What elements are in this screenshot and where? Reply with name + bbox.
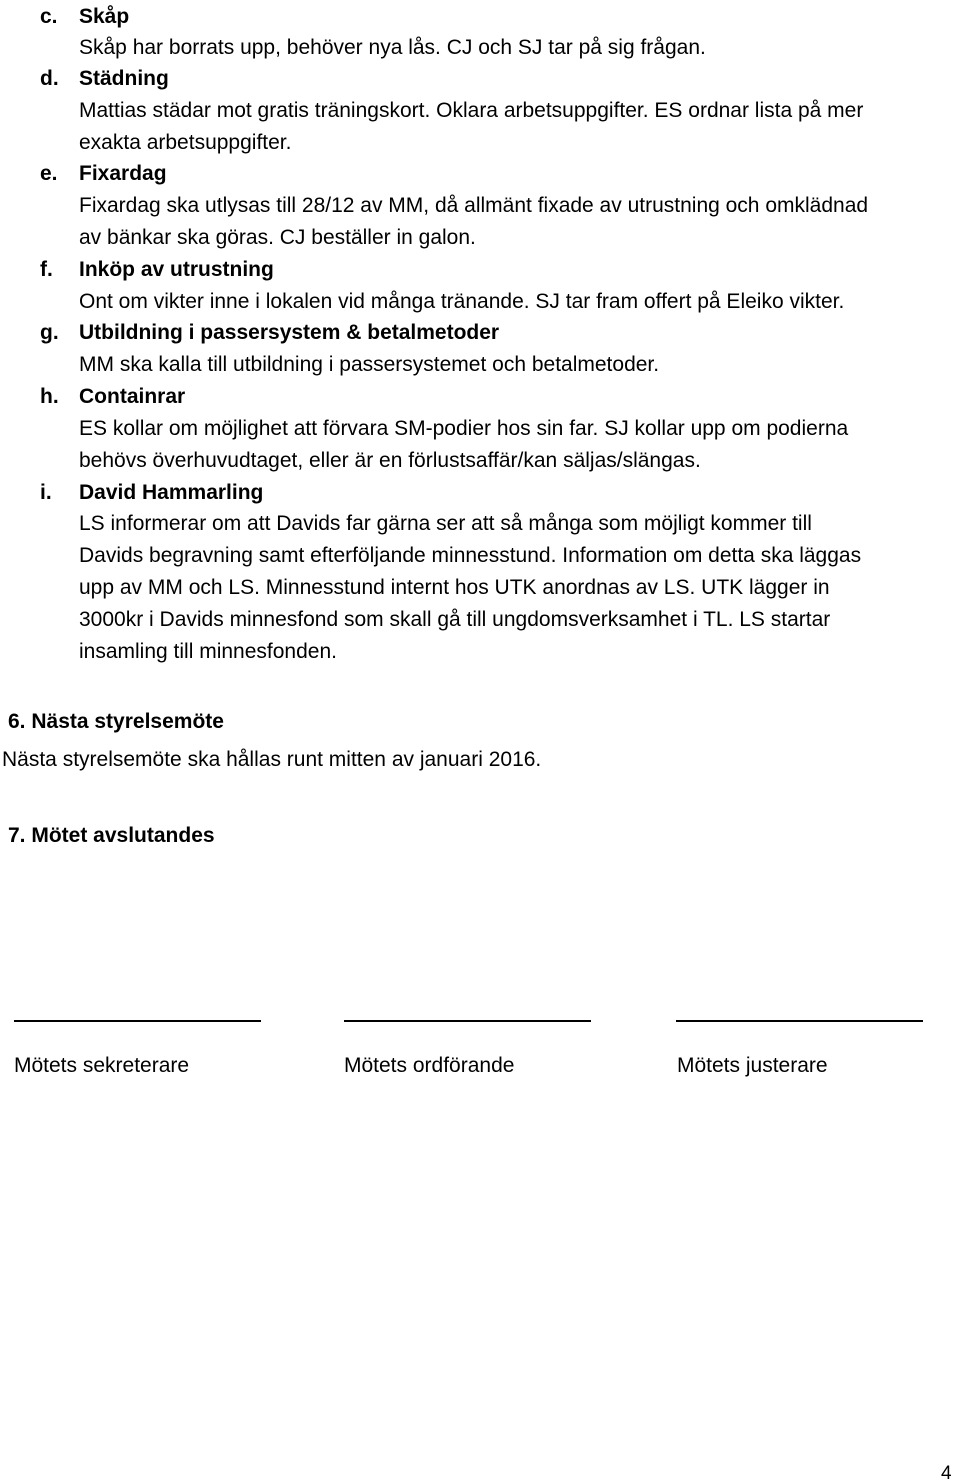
signature-line-secretary (14, 1020, 261, 1022)
item-heading: David Hammarling (79, 481, 264, 504)
item-text-line: upp av MM och LS. Minnesstund internt hos UTK anordnas av LS. UTK lägger in (79, 576, 830, 599)
item-heading: Utbildning i passersystem & betalmetoder (79, 321, 500, 344)
signature-label-chairman: Mötets ordförande (344, 1054, 515, 1077)
item-text-line: LS informerar om att Davids far gärna ser att så många som möjligt kommer till (79, 512, 812, 535)
item-text-line: insamling till minnesfonden. (79, 640, 337, 663)
item-heading: Containrar (79, 385, 186, 408)
item-text-line: 3000kr i Davids minnesfond som skall gå till ungdomsverksamhet i TL. LS startar (79, 608, 831, 631)
item-text-line: Skåp har borrats upp, behöver nya lås. CJ och SJ tar på sig frågan. (79, 36, 706, 59)
item-letter: i. (40, 481, 52, 504)
section-6-heading: 6. Nästa styrelsemöte (8, 710, 224, 733)
signature-label-adjuster: Mötets justerare (677, 1054, 828, 1077)
item-text-line: Davids begravning samt efterföljande minnesstund. Information om detta ska läggas (79, 544, 862, 567)
item-letter: g. (40, 321, 59, 344)
item-letter: e. (40, 162, 58, 185)
item-text-line: Ont om vikter inne i lokalen vid många tränande. SJ tar fram offert på Eleiko vikter. (79, 290, 845, 313)
item-text-line: ES kollar om möjlighet att förvara SM-podier hos sin far. SJ kollar upp om podierna (79, 417, 849, 440)
signature-line-adjuster (676, 1020, 923, 1022)
item-text-line: exakta arbetsuppgifter. (79, 131, 292, 154)
item-letter: d. (40, 67, 59, 90)
item-letter: c. (40, 5, 58, 28)
section-6-text: Nästa styrelsemöte ska hållas runt mitten av januari 2016. (2, 748, 542, 771)
item-text-line: av bänkar ska göras. CJ beställer in galon. (79, 226, 476, 249)
item-heading: Skåp (79, 5, 130, 28)
item-letter: f. (40, 258, 53, 281)
item-letter: h. (40, 385, 59, 408)
item-text-line: MM ska kalla till utbildning i passersystemet och betalmetoder. (79, 353, 660, 376)
item-text-line: Mattias städar mot gratis träningskort. Oklara arbetsuppgifter. ES ordnar lista på mer (79, 99, 864, 122)
section-7-heading: 7. Mötet avslutandes (8, 824, 215, 847)
item-heading: Städning (79, 67, 169, 90)
item-text-line: behövs överhuvudtaget, eller är en förlustsaffär/kan säljas/slängas. (79, 449, 701, 472)
item-heading: Inköp av utrustning (79, 258, 274, 281)
item-text-line: Fixardag ska utlysas till 28/12 av MM, då allmänt fixade av utrustning och omklädnad (79, 194, 869, 217)
item-heading: Fixardag (79, 162, 167, 185)
signature-line-chairman (344, 1020, 591, 1022)
page-number: 4 (941, 1463, 952, 1484)
signature-label-secretary: Mötets sekreterare (14, 1054, 190, 1077)
